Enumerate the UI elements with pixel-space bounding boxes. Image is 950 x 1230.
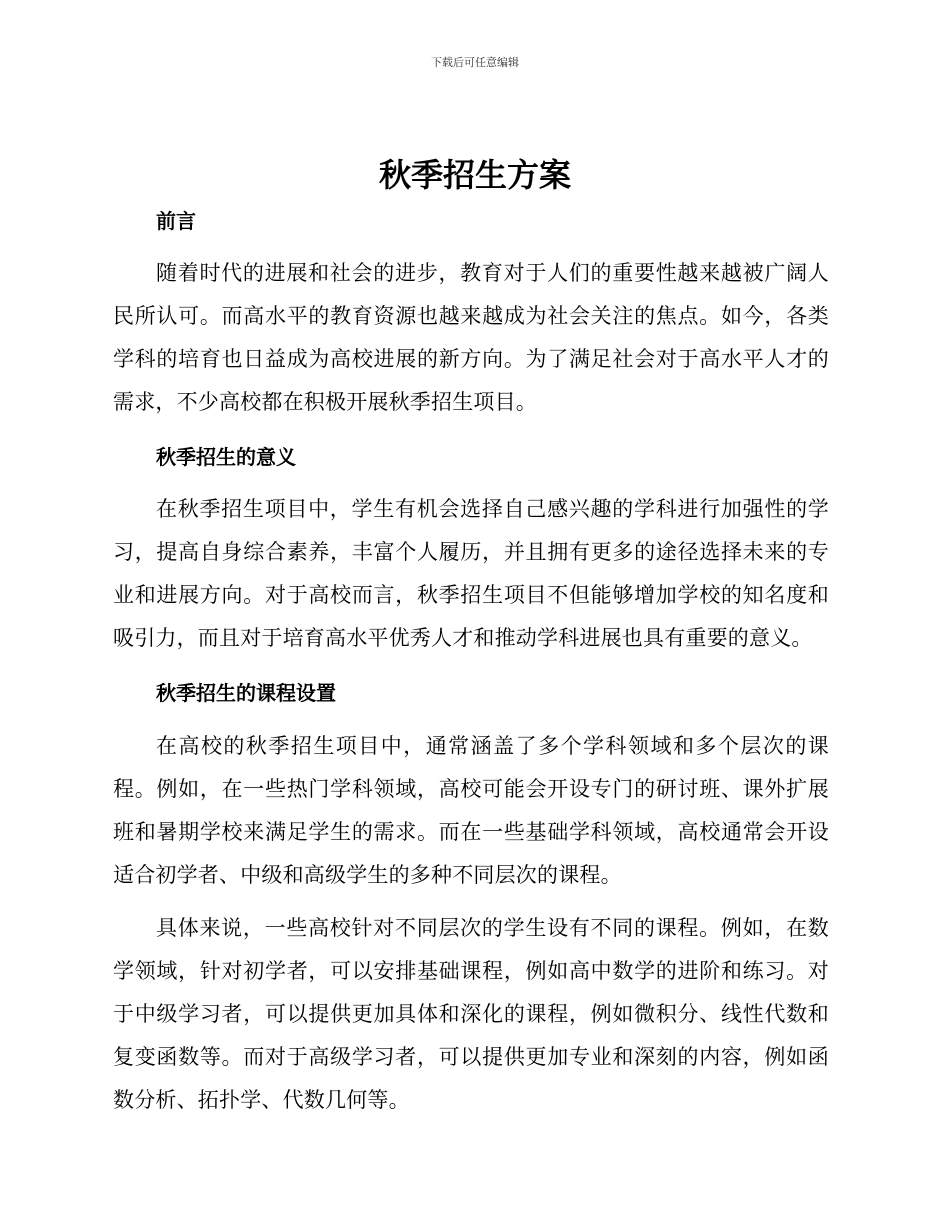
- paragraph: 在秋季招生项目中，学生有机会选择自己感兴趣的学科进行加强性的学习，提高自身综合素养，丰富个人履历，并且拥有更多的途径选择未来的专业和进展方向。对于高校而言，秋季招生项目不但能够增加学校的知名度和吸引力，而且对于培育高水平优秀人才和推动学科进展也具有重要的意义。: [113, 497, 829, 650]
- section-heading: 秋季招生的意义: [156, 445, 296, 469]
- header-note: 下载后可任意编辑: [431, 56, 519, 69]
- section-heading: 秋季招生的课程设置: [156, 681, 336, 705]
- paragraph: 在高校的秋季招生项目中，通常涵盖了多个学科领域和多个层次的课程。例如，在一些热门学科领域，高校可能会开设专门的研讨班、课外扩展班和暑期学校来满足学生的需求。而在一些基础学科领域，高校通常会开设适合初学者、中级和高级学生的多种不同层次的课程。: [113, 734, 829, 887]
- paragraph: 随着时代的进展和社会的进步，教育对于人们的重要性越来越被广阔人民所认可。而高水平的教育资源也越来越成为社会关注的焦点。如今，各类学科的培育也日益成为高校进展的新方向。为了满足社会对于高水平人才的需求，不少高校都在积极开展秋季招生项目。: [113, 261, 829, 414]
- section-curriculum-body-1: [113, 725, 829, 897]
- section-curriculum: [113, 679, 829, 707]
- section-heading: 前言: [156, 209, 196, 233]
- section-significance-body: [113, 488, 829, 660]
- section-curriculum-body-2: [113, 907, 829, 1122]
- paragraph: 具体来说，一些高校针对不同层次的学生设有不同的课程。例如，在数学领域，针对初学者，可以安排基础课程，例如高中数学的进阶和练习。对于中级学习者，可以提供更加具体和深化的课程，例如微积分、线性代数和复变函数等。而对于高级学习者，可以提供更加专业和深刻的内容，例如函数分析、拓扑学、代数几何等。: [113, 916, 829, 1112]
- section-significance: [113, 443, 829, 471]
- section-preface: [113, 207, 829, 235]
- document-title: 秋季招生方案: [378, 156, 571, 194]
- section-preface-body: [113, 252, 829, 424]
